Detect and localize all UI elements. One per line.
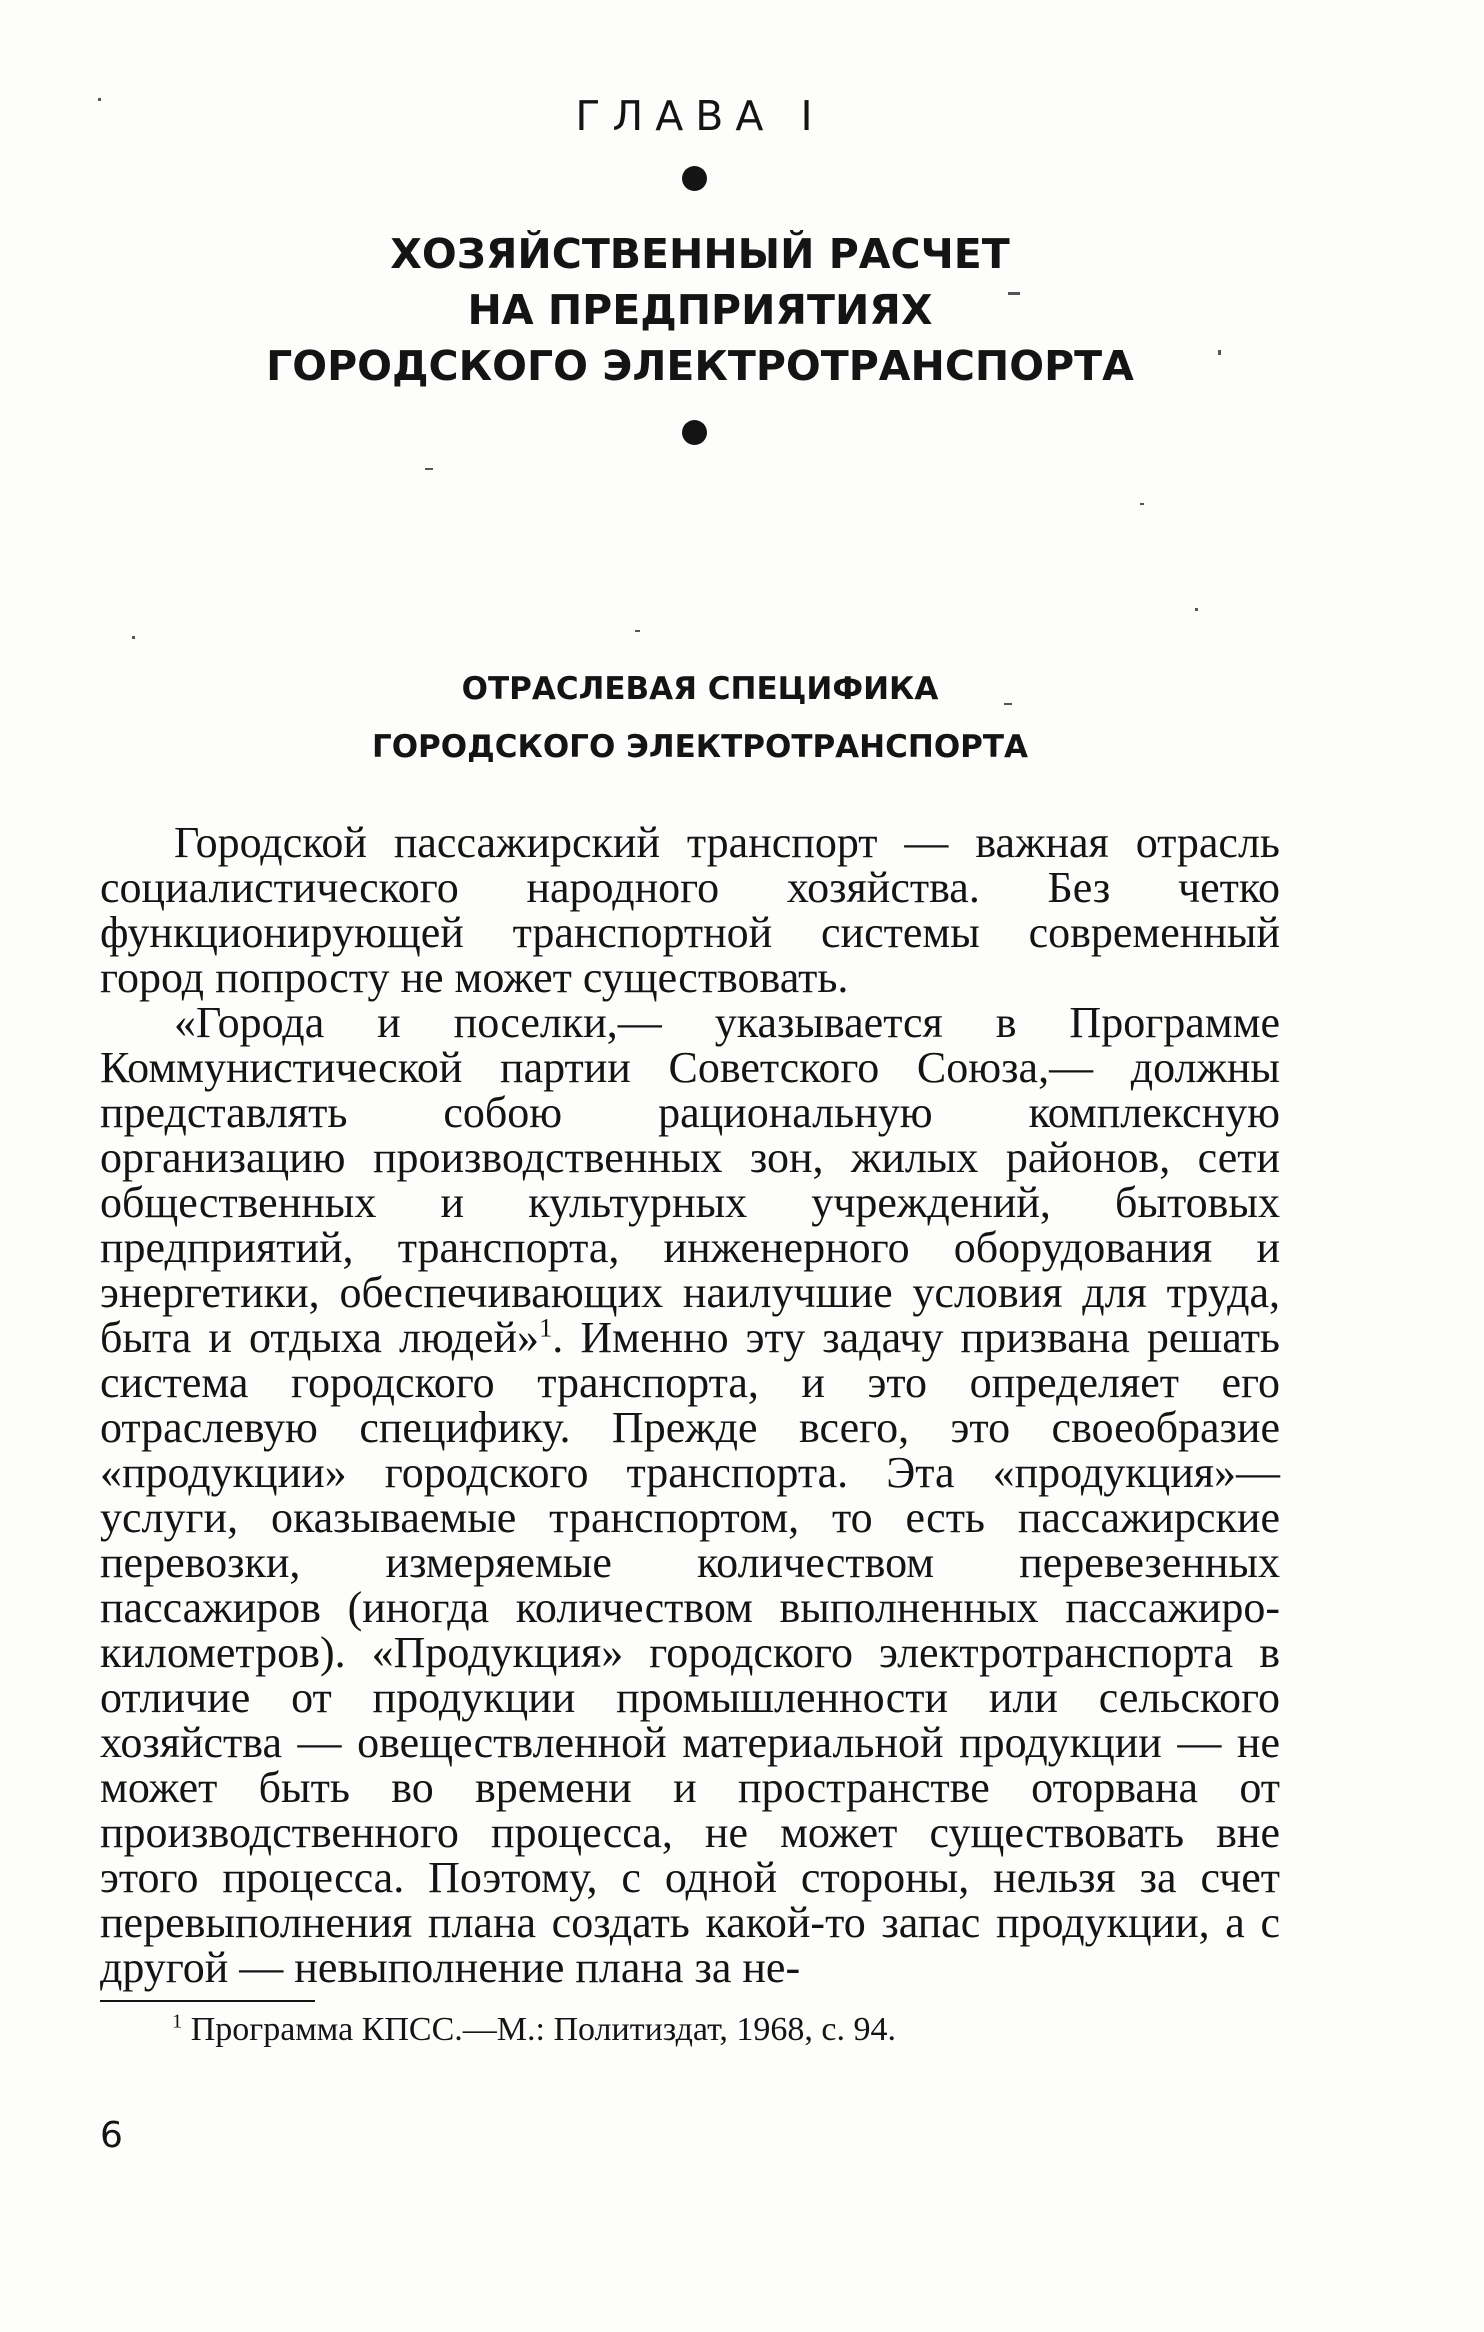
section-title-line: ОТРАСЛЕВАЯ СПЕЦИФИКА: [461, 671, 939, 707]
scan-speck: [98, 98, 101, 101]
paragraph: [100, 1000, 1280, 1990]
footnote: [172, 2010, 896, 2050]
paragraph-text: . Именно эту задачу призвана решать система городского транспорта, и это определяет его отраслевую специфику. Прежде всего, это своеобразие «продукции» городского транспорта. Эта «продукция»— услуги, оказываемые транспортом, то есть пассажирские перевозки, измеряемые количеством перевезенных пассажиров (иногда количеством выполненных пассажиро-километров). «Продукция» городского электротранспорта в отличие от продукции промышленности или сельского хозяйства — овеществленной материальной продукции — не может быть во времени и пространстве оторвана от производственного процесса, не может существовать вне этого процесса. Поэтому, с одной стороны, нельзя за счет перевыполнения плана создать какой-то запас продукции, а с другой — невыполнение плана за не-: [100, 1313, 1280, 1992]
scan-speck: [1004, 703, 1012, 705]
scan-speck: [1195, 608, 1198, 611]
scan-speck: [1008, 292, 1020, 295]
scan-speck: [132, 636, 135, 639]
section-title: [0, 660, 1400, 776]
ornament-dot-icon: [682, 166, 707, 191]
body-text: [100, 820, 1280, 1990]
page-number: 6: [100, 2115, 123, 2156]
chapter-title-line: НА ПРЕДПРИЯТИЯХ: [467, 286, 933, 334]
scan-speck: [425, 468, 433, 470]
chapter-title-line: ХОЗЯЙСТВЕННЫЙ РАСЧЕТ: [390, 230, 1010, 278]
footnote-reference[interactable]: 1: [539, 1312, 553, 1343]
ornament-dot-icon: [682, 420, 707, 445]
scan-speck: [635, 630, 640, 632]
chapter-title: [0, 226, 1400, 394]
footnote-divider: [100, 2000, 315, 2002]
chapter-title-line: ГОРОДСКОГО ЭЛЕКТРОТРАНСПОРТА: [266, 342, 1134, 390]
footnote-text: Программа КПСС.—М.: Политиздат, 1968, с. 94.: [190, 2011, 896, 2048]
chapter-label: ГЛАВА I: [575, 92, 825, 140]
scan-speck: [1140, 503, 1144, 505]
paragraph-text: «Города и поселки,— указывается в Программе Коммунистической партии Советского Союза,— должны представлять собою рациональную комплексную организацию производственных зон, жилых районов, сети общественных и культурных учреждений, бытовых предприятий, транспорта, инженерного оборудования и энергетики, обеспечивающих наилучшие условия для труда, быта и отдыха людей»: [100, 998, 1280, 1362]
footnote-marker: 1: [172, 2010, 183, 2033]
scan-speck: [1218, 350, 1221, 355]
section-title-line: ГОРОДСКОГО ЭЛЕКТРОТРАНСПОРТА: [371, 729, 1029, 765]
paragraph: Городской пассажирский транспорт — важная отрасль социалистического народного хозяйства. Без четко функционирующей транспортной системы современный город попросту не может существовать.: [100, 818, 1280, 1002]
